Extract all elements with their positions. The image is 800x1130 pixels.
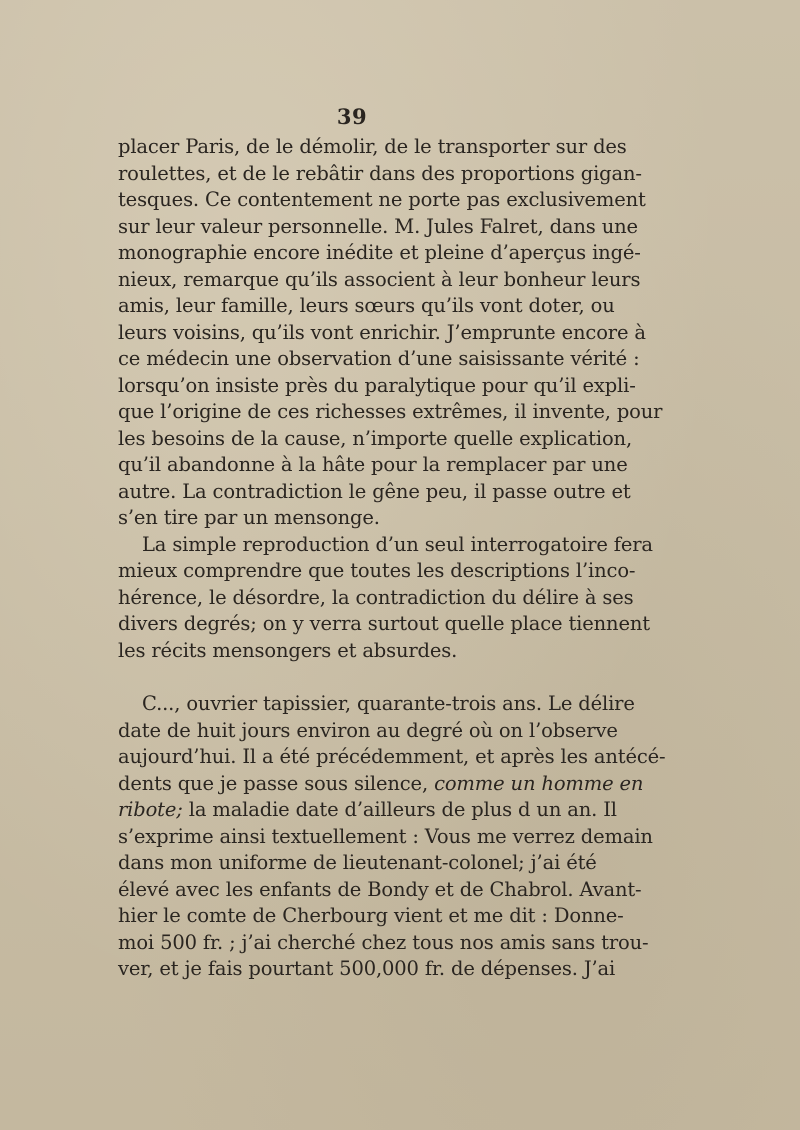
- text-line: ce médecin une observation d’une saisissante vérité :: [118, 347, 640, 370]
- text-line: moi 500 fr. ; j’ai cherché chez tous nos amis sans trou-: [118, 930, 649, 954]
- text-line: dans mon uniforme de lieutenant-colonel; j’ai été: [118, 851, 597, 874]
- text-line: élevé avec les enfants de Bondy et de Chabrol. Avant-: [118, 877, 642, 901]
- text-line: nieux, remarque qu’ils associent à leur bonheur leurs: [118, 267, 641, 291]
- text-line: monographie encore inédite et pleine d’aperçus ingé-: [118, 241, 641, 264]
- paragraph-gap: [118, 664, 594, 691]
- text-line: lorsqu’on insiste près du paralytique pour qu’il expli-: [118, 373, 636, 397]
- text-line: s’en tire par un mensonge.: [118, 506, 380, 529]
- text-line: C..., ouvrier tapissier, quarante-trois ans. Le délire: [142, 692, 635, 715]
- text-line: hérence, le désordre, la contradiction du délire à ses: [118, 585, 634, 609]
- text-line: sur leur valeur personnelle. M. Jules Falret, dans une: [118, 214, 638, 238]
- text-line: placer Paris, de le démolir, de le transporter sur des: [118, 135, 627, 158]
- text-line: qu’il abandonne à la hâte pour la remplacer par une: [118, 453, 628, 476]
- text-line: aujourd’hui. Il a été précédemment, et après les antécé-: [118, 745, 666, 768]
- text-line: hier le comte de Cherbourg vient et me dit : Donne-: [118, 904, 624, 927]
- text-line: les besoins de la cause, n’importe quelle explication,: [118, 426, 632, 450]
- text-line: les récits mensongers et absurdes.: [118, 638, 458, 662]
- italic-run: comme un homme en: [434, 771, 644, 795]
- text-line: La simple reproduction d’un seul interrogatoire fera: [142, 532, 653, 556]
- body-text: [118, 134, 666, 983]
- page-number: 39: [336, 104, 368, 129]
- text-run: la maladie date d’ailleurs de plus d un an. Il: [188, 798, 617, 821]
- text-line: [118, 797, 617, 824]
- text-line: leurs voisins, qu’ils vont enrichir. J’emprunte encore à: [118, 320, 646, 344]
- text-line: tesques. Ce contentement ne porte pas exclusivement: [118, 188, 646, 211]
- text-run: dents que je passe sous silence,: [118, 771, 428, 795]
- text-line: divers degrés; on y verra surtout quelle place tiennent: [118, 612, 650, 635]
- text-line: ver, et je fais pourtant 500,000 fr. de dépenses. J’ai: [118, 957, 616, 980]
- text-line: que l’origine de ces richesses extrêmes, il invente, pour: [118, 400, 663, 423]
- text-line: date de huit jours environ au degré où on l’observe: [118, 718, 618, 742]
- italic-run: ribote;: [118, 798, 183, 821]
- text-line: mieux comprendre que toutes les descriptions l’inco-: [118, 559, 636, 582]
- text-line: roulettes, et de le rebâtir dans des proportions gigan-: [118, 161, 642, 185]
- text-line: [118, 771, 644, 798]
- text-line: amis, leur famille, leurs sœurs qu’ils vont doter, ou: [118, 294, 615, 317]
- text-line: autre. La contradiction le gêne peu, il passe outre et: [118, 479, 631, 503]
- text-line: s’exprime ainsi textuellement : Vous me verrez demain: [118, 824, 653, 848]
